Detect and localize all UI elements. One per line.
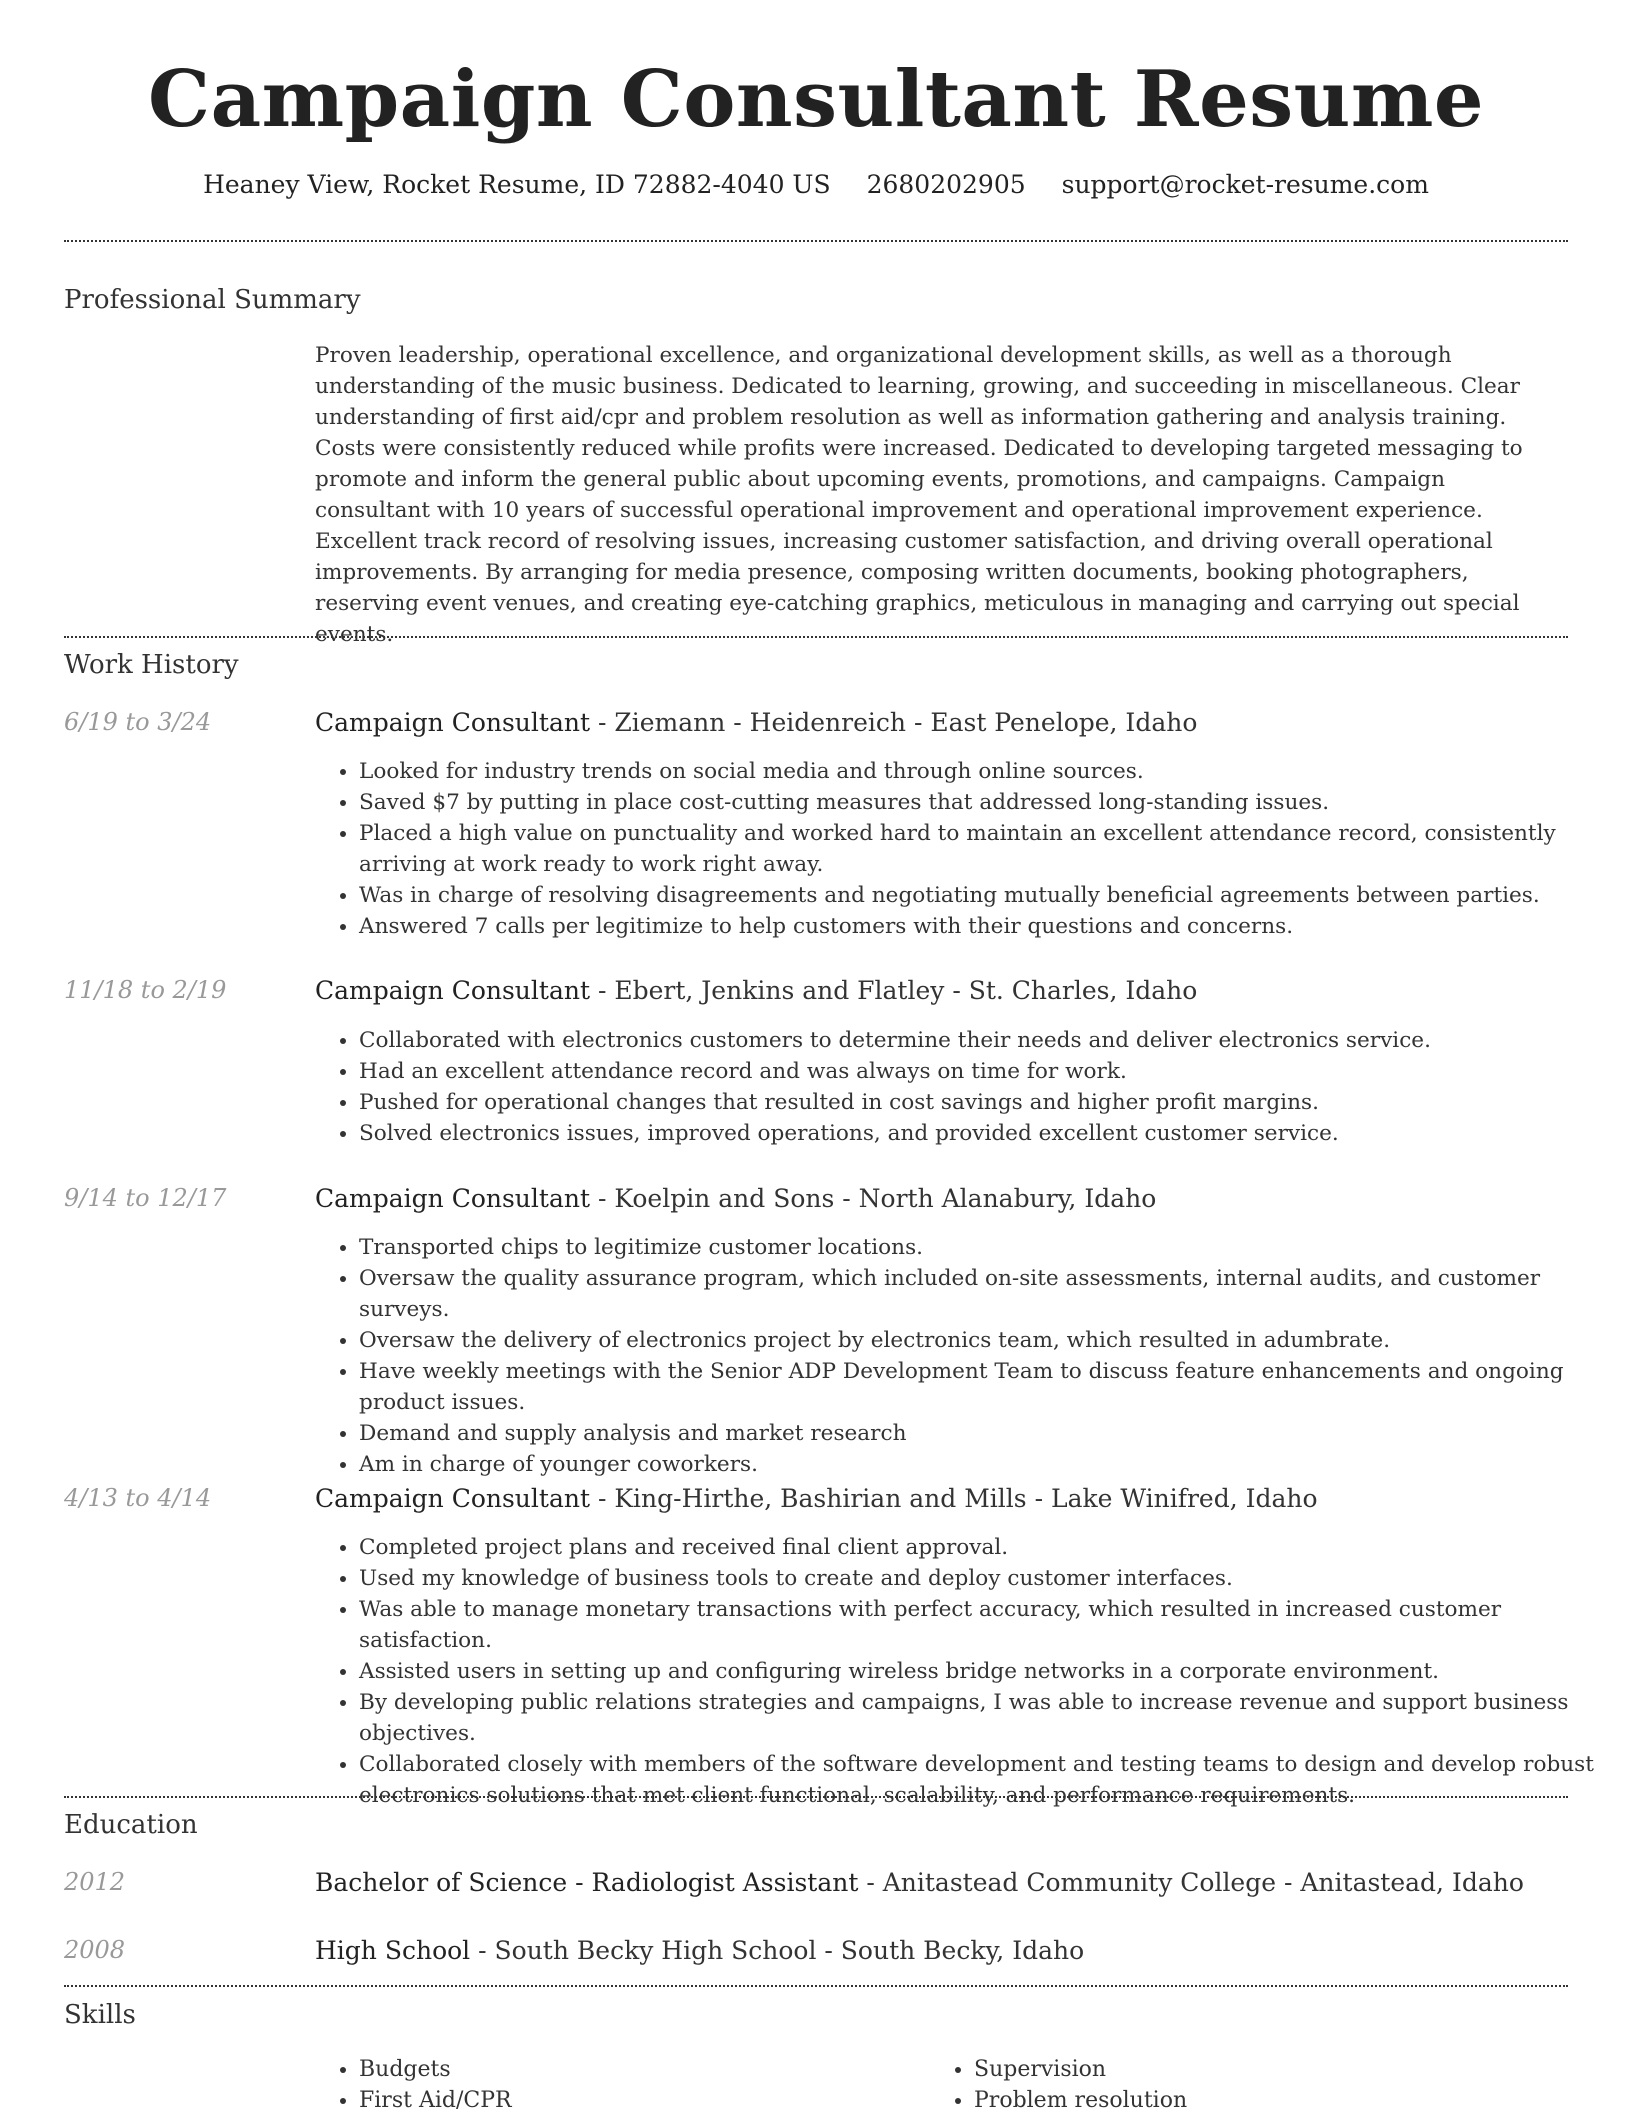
contact-email: support@rocket-resume.com [1061, 170, 1429, 199]
contact-line [64, 168, 1568, 202]
education-year: 2012 [64, 1868, 126, 1896]
job-employer: - Koelpin and Sons - North Alanabury, Idaho [590, 1184, 1157, 1213]
list-item: • Collaborated with electronics customers to determine their needs and deliver electronics service. [359, 1025, 1604, 1056]
list-item: • Was in charge of resolving disagreements and negotiating mutually beneficial agreements between parties. [359, 880, 1604, 911]
list-item: • Had an excellent attendance record and was always on time for work. [359, 1056, 1604, 1087]
job-bullets [315, 1532, 1604, 1811]
section-divider [64, 1985, 1568, 1987]
job-role: Campaign Consultant [315, 1484, 590, 1513]
education-year: 2008 [64, 1936, 126, 1964]
list-item: • Pushed for operational changes that resulted in cost savings and higher profit margins. [359, 1087, 1604, 1118]
list-item: • Placed a high value on punctuality and worked hard to maintain an excellent attendance record, consistently arriving at work ready to work right away. [359, 818, 1604, 880]
job-employer: - King-Hirthe, Bashirian and Mills - Lake Winifred, Idaho [590, 1484, 1318, 1513]
section-divider [64, 1796, 1568, 1798]
list-item: • Completed project plans and received final client approval. [359, 1532, 1604, 1563]
work-history-heading: Work History [64, 650, 239, 680]
job-role: Campaign Consultant [315, 708, 590, 737]
list-item: • Saved $7 by putting in place cost-cutting measures that addressed long-standing issues. [359, 787, 1604, 818]
list-item: • Used my knowledge of business tools to create and deploy customer interfaces. [359, 1563, 1604, 1594]
resume-header [64, 50, 1568, 202]
education-heading: Education [64, 1810, 198, 1840]
job-title [315, 974, 1575, 1008]
job-role: Campaign Consultant [315, 1184, 590, 1213]
contact-phone: 2680202905 [866, 170, 1026, 199]
list-item: • Answered 7 calls per legitimize to help customers with their questions and concerns. [359, 911, 1604, 942]
job-dates: 4/13 to 4/14 [64, 1484, 212, 1512]
job-dates: 6/19 to 3/24 [64, 708, 212, 736]
skills-list-left [315, 2054, 512, 2116]
job-employer: - Ebert, Jenkins and Flatley - St. Charles, Idaho [590, 976, 1198, 1005]
list-item: • By developing public relations strategies and campaigns, I was able to increase revenue and support business objectives. [359, 1687, 1604, 1749]
job-dates: 9/14 to 12/17 [64, 1184, 227, 1212]
list-item: • Transported chips to legitimize customer locations. [359, 1232, 1604, 1263]
section-divider [64, 636, 1568, 638]
job-title [315, 1482, 1575, 1516]
list-item: • Collaborated closely with members of the software development and testing teams to design and develop robust electronics solutions that met client functional, scalability, and performance requirements. [359, 1749, 1604, 1811]
list-item: • Assisted users in setting up and configuring wireless bridge networks in a corporate environment. [359, 1656, 1604, 1687]
skill-item: • Budgets [359, 2054, 512, 2085]
skills-heading: Skills [64, 2000, 136, 2030]
job-bullets [315, 756, 1604, 942]
skills-list-right [930, 2054, 1187, 2116]
job-title [315, 706, 1575, 740]
list-item: • Demand and supply analysis and market research [359, 1418, 1604, 1449]
education-school: - South Becky High School - South Becky, Idaho [470, 1936, 1085, 1965]
education-degree: High School [315, 1936, 471, 1965]
skill-item: • Problem resolution [974, 2085, 1187, 2116]
list-item: • Oversaw the quality assurance program, which included on-site assessments, internal audits, and customer surveys. [359, 1263, 1604, 1325]
list-item: • Oversaw the delivery of electronics project by electronics team, which resulted in adumbrate. [359, 1325, 1604, 1356]
contact-address: Heaney View, Rocket Resume, ID 72882-4040 US [203, 170, 831, 199]
summary-heading: Professional Summary [64, 285, 361, 315]
job-bullets [315, 1232, 1604, 1480]
job-employer: - Ziemann - Heidenreich - East Penelope, Idaho [590, 708, 1198, 737]
list-item: • Looked for industry trends on social media and through online sources. [359, 756, 1604, 787]
education-degree: Bachelor of Science - Radiologist Assistant [315, 1868, 859, 1897]
list-item: • Have weekly meetings with the Senior ADP Development Team to discuss feature enhancements and ongoing product issues. [359, 1356, 1604, 1418]
list-item: • Am in charge of younger coworkers. [359, 1449, 1604, 1480]
section-divider [64, 240, 1568, 242]
list-item: • Solved electronics issues, improved operations, and provided excellent customer service. [359, 1118, 1604, 1149]
skill-item: • First Aid/CPR [359, 2085, 512, 2116]
list-item: • Was able to manage monetary transactions with perfect accuracy, which resulted in increased customer satisfaction. [359, 1594, 1604, 1656]
skill-item: • Supervision [974, 2054, 1187, 2085]
job-role: Campaign Consultant [315, 976, 590, 1005]
page-title: Campaign Consultant Resume [147, 54, 1485, 145]
education-entry [315, 1934, 1575, 1968]
education-school: - Anitastead Community College - Anitastead, Idaho [858, 1868, 1524, 1897]
education-entry [315, 1866, 1575, 1900]
job-bullets [315, 1025, 1604, 1149]
job-title [315, 1182, 1575, 1216]
summary-text: Proven leadership, operational excellence, and organizational development skills, as well as a thorough understanding of the music business. Dedicated to learning, growing, and succeeding in miscellaneous. Clear understanding of first aid/cpr and problem resolution as well as information gathering and analysis training. Costs were consistently reduced while profits were increased. Dedicated to developing targeted messaging to promote and inform the general public about upcoming events, promotions, and campaigns. Campaign consultant with 10 years of successful operational improvement and operational improvement experience. Excellent track record of resolving issues, increasing customer satisfaction, and driving overall operational improvements. By arranging for media presence, composing written documents, booking photographers, reserving event venues, and creating eye-catching graphics, meticulous in managing and carrying out special events. [315, 343, 1523, 647]
job-dates: 11/18 to 2/19 [64, 976, 227, 1004]
